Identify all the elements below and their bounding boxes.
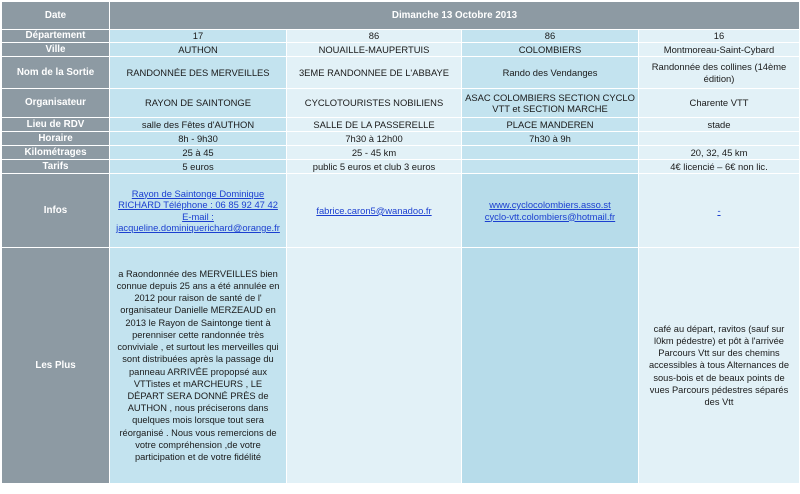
cell-horaire-3: 7h30 à 9h: [462, 132, 639, 146]
row-departement: [2, 30, 800, 43]
cell-nom-1: RANDONNÉE DES MERVEILLES: [110, 57, 287, 89]
info-link-1-email[interactable]: jacqueline.dominiquerichard@orange.fr: [116, 222, 280, 233]
row-horaire: [2, 132, 800, 146]
row-ville: [2, 43, 800, 57]
cell-km-3: [462, 146, 639, 160]
cell-ville-2: NOUAILLE-MAUPERTUIS: [287, 43, 462, 57]
cell-infos-3: [462, 174, 639, 248]
cell-km-1: 25 à 45: [110, 146, 287, 160]
cell-lieu-1: salle des Fêtes d'AUTHON: [110, 118, 287, 132]
row-organisateur: [2, 89, 800, 118]
cell-ville-3: COLOMBIERS: [462, 43, 639, 57]
cell-plus-1: a Raondonnée des MERVEILLES bien connue depuis 25 ans a été annulée en 2012 pour raison de santé de l' organisateur Danielle MERZEAUD en 2013 le Rayon de Saintonge tient à perenniser cette randonnée très conviviale , et surtout les merveilles qui sont distribuées après la passage du panneau ARRIVÉE propopsé aux VTTistes et mARCHEURS , LE DÉPART SERA DONNÉ PRÈS de AUTHON , nous préciserons dans quelques mois lorsque tout sera réorganisé . Nous vous remercions de votre compréhension ,de votre participation et de votre fidélité: [110, 248, 287, 484]
info-link-2-email[interactable]: fabrice.caron5@wanadoo.fr: [316, 204, 432, 216]
info-link-4-dash[interactable]: -: [717, 204, 721, 216]
cell-infos-4: [639, 174, 800, 248]
cell-tarifs-2: public 5 euros et club 3 euros: [287, 160, 462, 174]
cell-organisateur-2: CYCLOTOURISTES NOBILIENS: [287, 89, 462, 118]
cell-lieu-4: stade: [639, 118, 800, 132]
cell-lieu-2: SALLE DE LA PASSERELLE: [287, 118, 462, 132]
cell-horaire-2: 7h30 à 12h00: [287, 132, 462, 146]
cell-departement-4: 16: [639, 30, 800, 43]
cell-departement-1: 17: [110, 30, 287, 43]
label-kilometrages: Kilométrages: [2, 146, 110, 160]
cell-infos-1: [110, 174, 287, 248]
cell-organisateur-4: Charente VTT: [639, 89, 800, 118]
cell-departement-3: 86: [462, 30, 639, 43]
info-link-1-line-3[interactable]: E-mail :: [182, 210, 214, 222]
cell-nom-2: 3EME RANDONNEE DE L'ABBAYE: [287, 57, 462, 89]
row-nom-sortie: [2, 57, 800, 89]
cell-horaire-1: 8h - 9h30: [110, 132, 287, 146]
row-infos: [2, 174, 800, 248]
row-lieu-rdv: [2, 118, 800, 132]
cell-km-2: 25 - 45 km: [287, 146, 462, 160]
cell-tarifs-4: 4€ licencié – 6€ non lic.: [639, 160, 800, 174]
info-link-1-line-1[interactable]: Rayon de Saintonge Dominique: [131, 187, 265, 199]
cell-tarifs-1: 5 euros: [110, 160, 287, 174]
cell-infos-2: [287, 174, 462, 248]
cell-ville-1: AUTHON: [110, 43, 287, 57]
events-table: [1, 1, 800, 484]
date-value: Dimanche 13 Octobre 2013: [110, 2, 800, 30]
row-date: [2, 2, 800, 30]
cell-km-4: 20, 32, 45 km: [639, 146, 800, 160]
cell-tarifs-3: [462, 160, 639, 174]
cell-plus-3: [462, 248, 639, 484]
cell-organisateur-3: ASAC COLOMBIERS SECTION CYCLO VTT et SECTION MARCHE: [462, 89, 639, 118]
label-organisateur: Organisateur: [2, 89, 110, 118]
info-link-3-email[interactable]: cyclo-vtt.colombiers@hotmail.fr: [484, 210, 616, 222]
row-kilometrages: [2, 146, 800, 160]
label-date: Date: [2, 2, 110, 30]
cell-organisateur-1: RAYON DE SAINTONGE: [110, 89, 287, 118]
cell-lieu-3: PLACE MANDEREN: [462, 118, 639, 132]
label-departement: Département: [2, 30, 110, 43]
label-ville: Ville: [2, 43, 110, 57]
label-infos: Infos: [2, 174, 110, 248]
cell-nom-4: Randonnée des collines (14ème édition): [639, 57, 800, 89]
label-tarifs: Tarifs: [2, 160, 110, 174]
label-lieu-rdv: Lieu de RDV: [2, 118, 110, 132]
info-link-1-line-2[interactable]: RICHARD Téléphone : 06 85 92 47 42: [118, 199, 278, 210]
row-tarifs: [2, 160, 800, 174]
info-link-3-website[interactable]: www.cyclocolombiers.asso.st: [489, 199, 611, 210]
cell-departement-2: 86: [287, 30, 462, 43]
label-nom-sortie: Nom de la Sortie: [2, 57, 110, 89]
cell-plus-2: [287, 248, 462, 484]
label-horaire: Horaire: [2, 132, 110, 146]
row-les-plus: [2, 248, 800, 484]
cell-horaire-4: [639, 132, 800, 146]
cell-nom-3: Rando des Vendanges: [462, 57, 639, 89]
cell-ville-4: Montmoreau-Saint-Cybard: [639, 43, 800, 57]
cell-plus-4: café au départ, ravitos (sauf sur l0km pédestre) et pôt à l'arrivée Parcours Vtt sur des chemins accessibles à tous Alternances de sous-bois et de beaux points de vues Parcours pédestres séparés des Vtt: [639, 248, 800, 484]
label-les-plus: Les Plus: [2, 248, 110, 484]
